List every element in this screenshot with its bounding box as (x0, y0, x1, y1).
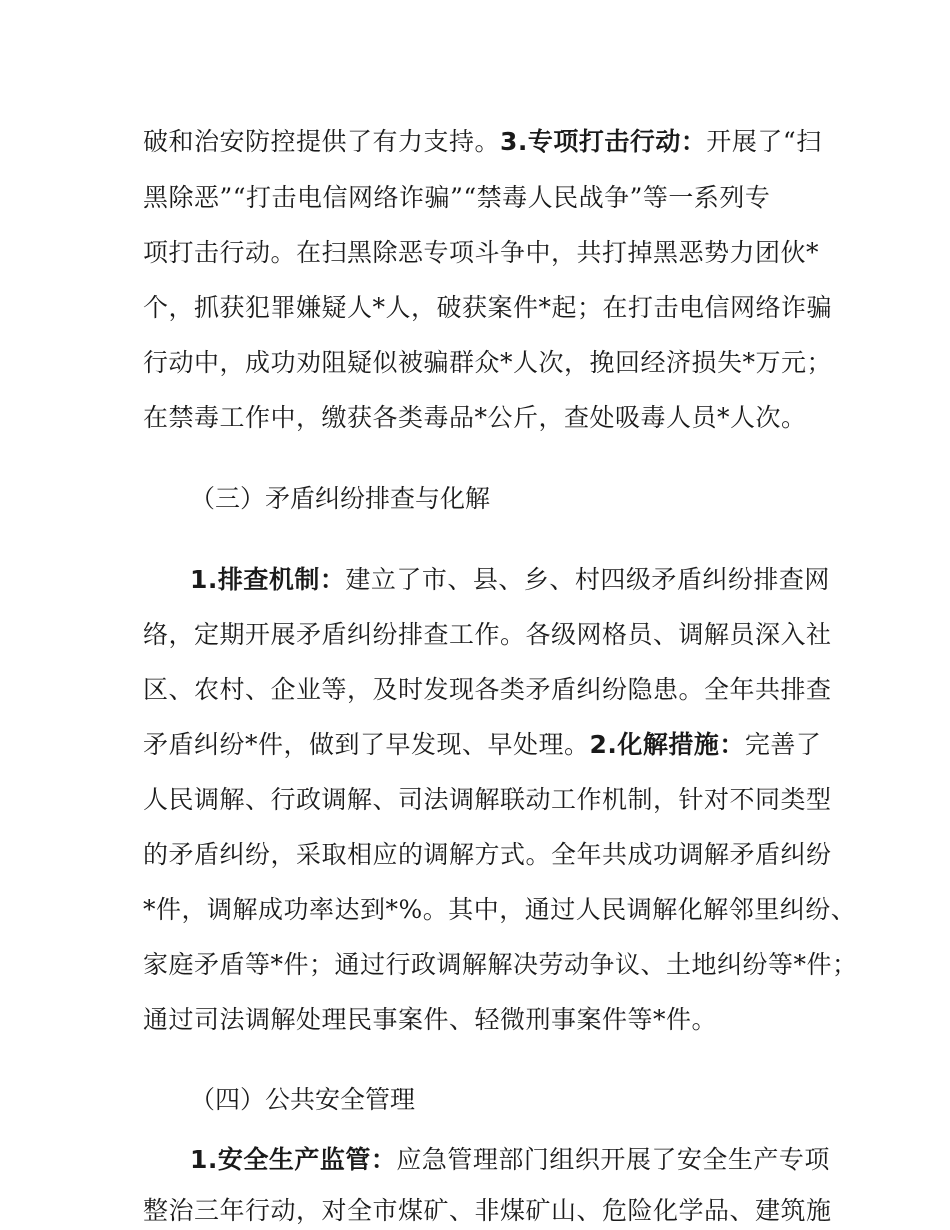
text-run: 完善了 (744, 730, 822, 759)
section-heading: （四）公共安全管理 (190, 1085, 416, 1114)
paragraph-line: 黑除恶”“打击电信网络诈骗”“禁毒人民战争”等一系列专 (143, 183, 771, 212)
bold-label-resolution: 2.化解措施： (589, 730, 745, 759)
paragraph-line: 络，定期开展矛盾纠纷排查工作。各级网格员、调解员深入社 (143, 620, 832, 649)
paragraph-line: 的矛盾纠纷，采取相应的调解方式。全年共成功调解矛盾纠纷 (143, 840, 832, 869)
paragraph-line: 项打击行动。在扫黑除恶专项斗争中，共打掉黑恶势力团伙* (143, 238, 820, 267)
text-run: 应急管理部门组织开展了安全生产专项 (396, 1145, 830, 1174)
section-heading: （三）矛盾纠纷排查与化解 (190, 484, 491, 513)
paragraph-line (190, 1145, 830, 1175)
bold-label-investigation: 1.排查机制： (190, 565, 346, 594)
paragraph-line: 家庭矛盾等*件；通过行政调解解决劳动争议、土地纠纷等*件； (143, 950, 858, 979)
paragraph-line (143, 730, 821, 760)
paragraph-line: 人民调解、行政调解、司法调解联动工作机制，针对不同类型 (143, 785, 832, 814)
text-run: 开展了“扫 (706, 127, 822, 156)
paragraph-line: 整治三年行动，对全市煤矿、非煤矿山、危险化学品、建筑施 (143, 1196, 832, 1225)
paragraph-line (143, 127, 822, 157)
paragraph-line: 通过司法调解处理民事案件、轻微刑事案件等*件。 (143, 1005, 718, 1034)
text-run: 矛盾纠纷*件，做到了早发现、早处理。 (143, 730, 590, 759)
paragraph-line: 在禁毒工作中，缴获各类毒品*公斤，查处吸毒人员*人次。 (143, 403, 807, 432)
bold-label-special-strike: 3.专项打击行动： (500, 127, 707, 156)
bold-label-safety-supervision: 1.安全生产监管： (190, 1145, 397, 1174)
paragraph-line: 行动中，成功劝阻疑似被骗群众*人次，挽回经济损失*万元； (143, 348, 833, 377)
paragraph-line (190, 565, 830, 595)
paragraph-line: *件，调解成功率达到*%。其中，通过人民调解化解邻里纠纷、 (143, 895, 857, 924)
text-run: 破和治安防控提供了有力支持。 (143, 127, 501, 156)
paragraph-line: 区、农村、企业等，及时发现各类矛盾纠纷隐患。全年共排查 (143, 675, 832, 704)
paragraph-line: 个，抓获犯罪嫌疑人*人，破获案件*起；在打击电信网络诈骗 (143, 293, 833, 322)
text-run: 建立了市、县、乡、村四级矛盾纠纷排查网 (345, 565, 830, 594)
